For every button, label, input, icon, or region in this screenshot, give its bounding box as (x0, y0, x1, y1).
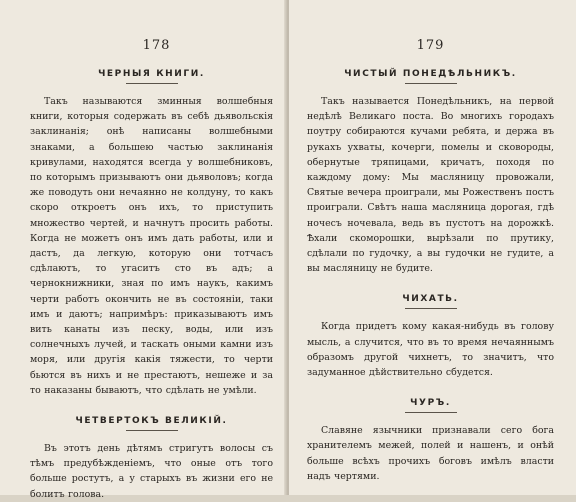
entry-text: Такъ называется Понедѣльникъ, на первой недѣлѣ Великаго поста. Во многихъ городахъ поутру собираются кучами ребята, и держа въ рукахъ ухваты, кочерги, помелы и сковороды, обернутые тряпицами, кричатъ, походя по каждому дому: Мы масляницу провожали, Святые вечера проиграли, мы Рожественъ постъ проиграли. Свѣтъ наша масляница дорогая, гдѣ ночесъ ночевала, ведь въ пустотъ на дорожкѣ. Ѣхали скоморошки, вырѣзали по прутику, сдѣлали по гудочку, а вы гудочки не гудите, а вы масляницу не будите. (307, 96, 554, 275)
heading-rule (405, 308, 457, 309)
entry-chistiy-ponedelnik (307, 67, 554, 276)
heading-rule (405, 83, 457, 84)
right-page (289, 0, 576, 495)
entry-text: Въ этотъ день дѣтямъ стригутъ волосы съ тѣмъ предубѣжденіемъ, что оные отъ того больше ростутъ, а у старыхъ въ жизни его не болитъ голова. (30, 443, 273, 500)
entry-chetvertok (30, 414, 273, 502)
entry-text: Такъ называются зминныя волшебныя книги, которыя содержать въ себѣ дьявольскія заклинанія; онѣ написаны волшебными знаками, а большею частью заклинанія кривулами, находятся всегда у волшебниковъ, по которымъ призываютъ они дьяволовъ; когда же поводуть они нечаянно не колдуну, то какъ скоро откроетъ онъ ихъ, то приступить множество чертей, и начнутъ просить работы. Когда не можетъ онъ имъ дать работы, или и дастъ, да легкую, которую они тотчасъ сдѣлаютъ, то угаситъ сто въ адъ; а чернокнижники, зная по имъ наукъ, какимъ черти работъ окончить не въ состояніи, таки имъ и даютъ; напримѣръ: приказываютъ имъ вить канаты изъ песку, воды, или изъ солнечныхъ лучей, и таскать оными камни изъ моря, или другія какія тяжести, то черти бьются въ нихъ и не престаютъ, нешеже и за то наказаны бываютъ, что сдѣлать не умѣли. (30, 96, 273, 396)
entry-heading: ЧЕТВЕРТОКЪ ВЕЛИКІЙ. (75, 416, 228, 427)
entry-heading: ЧИСТЫЙ ПОНЕДѢЛЬНИКЪ. (344, 69, 517, 79)
entry-chihat (307, 292, 554, 380)
page-number-left: 178 (142, 38, 171, 53)
heading-rule (405, 412, 457, 413)
entry-text: Когда придетъ кому какая-нибудь въ голову мысль, а случится, что въ то время нечаяннымъ образомъ другой чихнетъ, то значитъ, что задуманное дѣйствительно сбудется. (307, 321, 554, 379)
entry-chur (307, 396, 554, 484)
heading-rule (126, 430, 178, 431)
left-page (0, 0, 287, 500)
entry-heading: ЧЕРНЫЯ КНИГИ. (98, 69, 205, 79)
heading-rule (126, 83, 178, 84)
page-number-right: 179 (416, 38, 445, 53)
entry-heading: ЧИХАТЬ. (402, 294, 459, 305)
entry-text: Славяне язычники признавали сего бога хранителемъ межей, полей и нашенъ, и онѣй больше всѣхъ прочихъ боговъ имѣлъ власти надъ чертями. (307, 425, 554, 482)
entry-heading: ЧУРЪ. (410, 398, 451, 409)
entry-cherniya-knigi (30, 67, 273, 398)
